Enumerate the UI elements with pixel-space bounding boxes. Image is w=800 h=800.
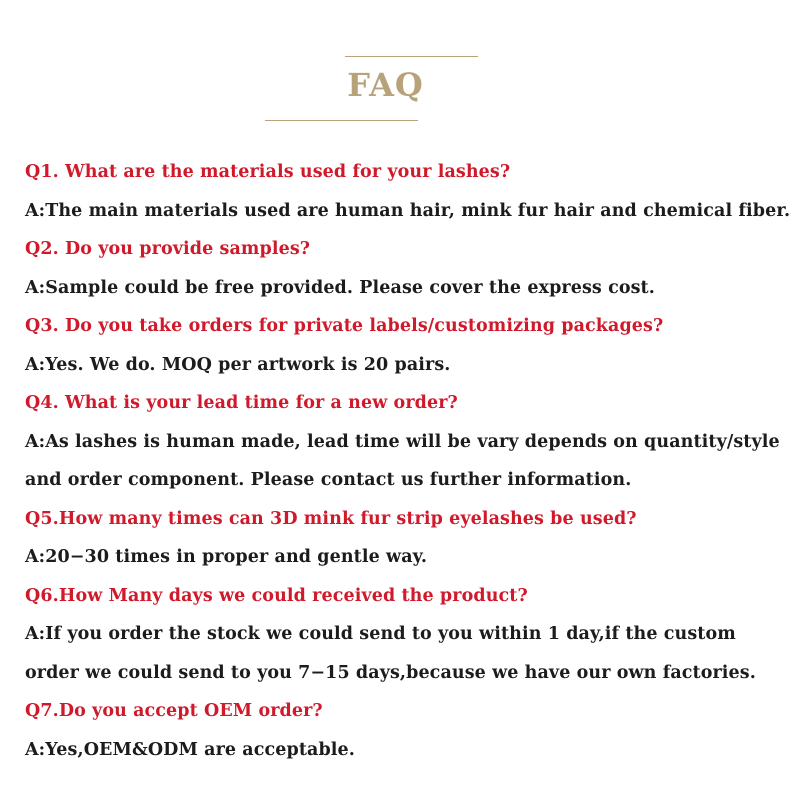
faq-item-7 — [25, 692, 795, 769]
header-divider-top — [345, 56, 478, 57]
faq-item-1 — [25, 153, 795, 230]
faq-question: Q3. Do you take orders for private labels/customizing packages? — [25, 316, 664, 336]
faq-answer: A:As lashes is human made, lead time will be vary depends on quantity/style — [25, 431, 780, 452]
faq-answer: A:Sample could be free provided. Please cover the express cost. — [25, 277, 655, 298]
faq-item-3 — [25, 307, 795, 384]
header-divider-bottom — [265, 120, 418, 121]
faq-item-2 — [25, 230, 795, 307]
faq-question: Q7.Do you accept OEM order? — [25, 701, 323, 721]
faq-question: Q1. What are the materials used for your lashes? — [25, 162, 511, 182]
faq-answer: A:20−30 times in proper and gentle way. — [25, 547, 428, 567]
faq-question: Q2. Do you provide samples? — [25, 239, 311, 259]
faq-item-5 — [25, 500, 795, 577]
faq-answer: A:If you order the stock we could send to you within 1 day,if the custom — [25, 624, 736, 644]
faq-answer: A:Yes. We do. MOQ per artwork is 20 pairs. — [25, 354, 451, 375]
faq-answer-continued: order we could send to you 7−15 days,because we have our own factories. — [25, 662, 756, 683]
faq-question: Q5.How many times can 3D mink fur strip eyelashes be used? — [25, 508, 637, 529]
faq-item-4 — [25, 384, 795, 500]
faq-item-6 — [25, 577, 795, 693]
faq-answer: A:Yes,OEM&ODM are acceptable. — [25, 739, 355, 760]
page-title: FAQ — [347, 66, 424, 104]
faq-question: Q6.How Many days we could received the product? — [25, 585, 528, 606]
faq-answer: A:The main materials used are human hair, mink fur hair and chemical fiber. — [25, 200, 791, 221]
faq-answer-continued: and order component. Please contact us further information. — [25, 470, 632, 490]
faq-question: Q4. What is your lead time for a new order? — [25, 393, 458, 413]
faq-list — [25, 153, 795, 769]
